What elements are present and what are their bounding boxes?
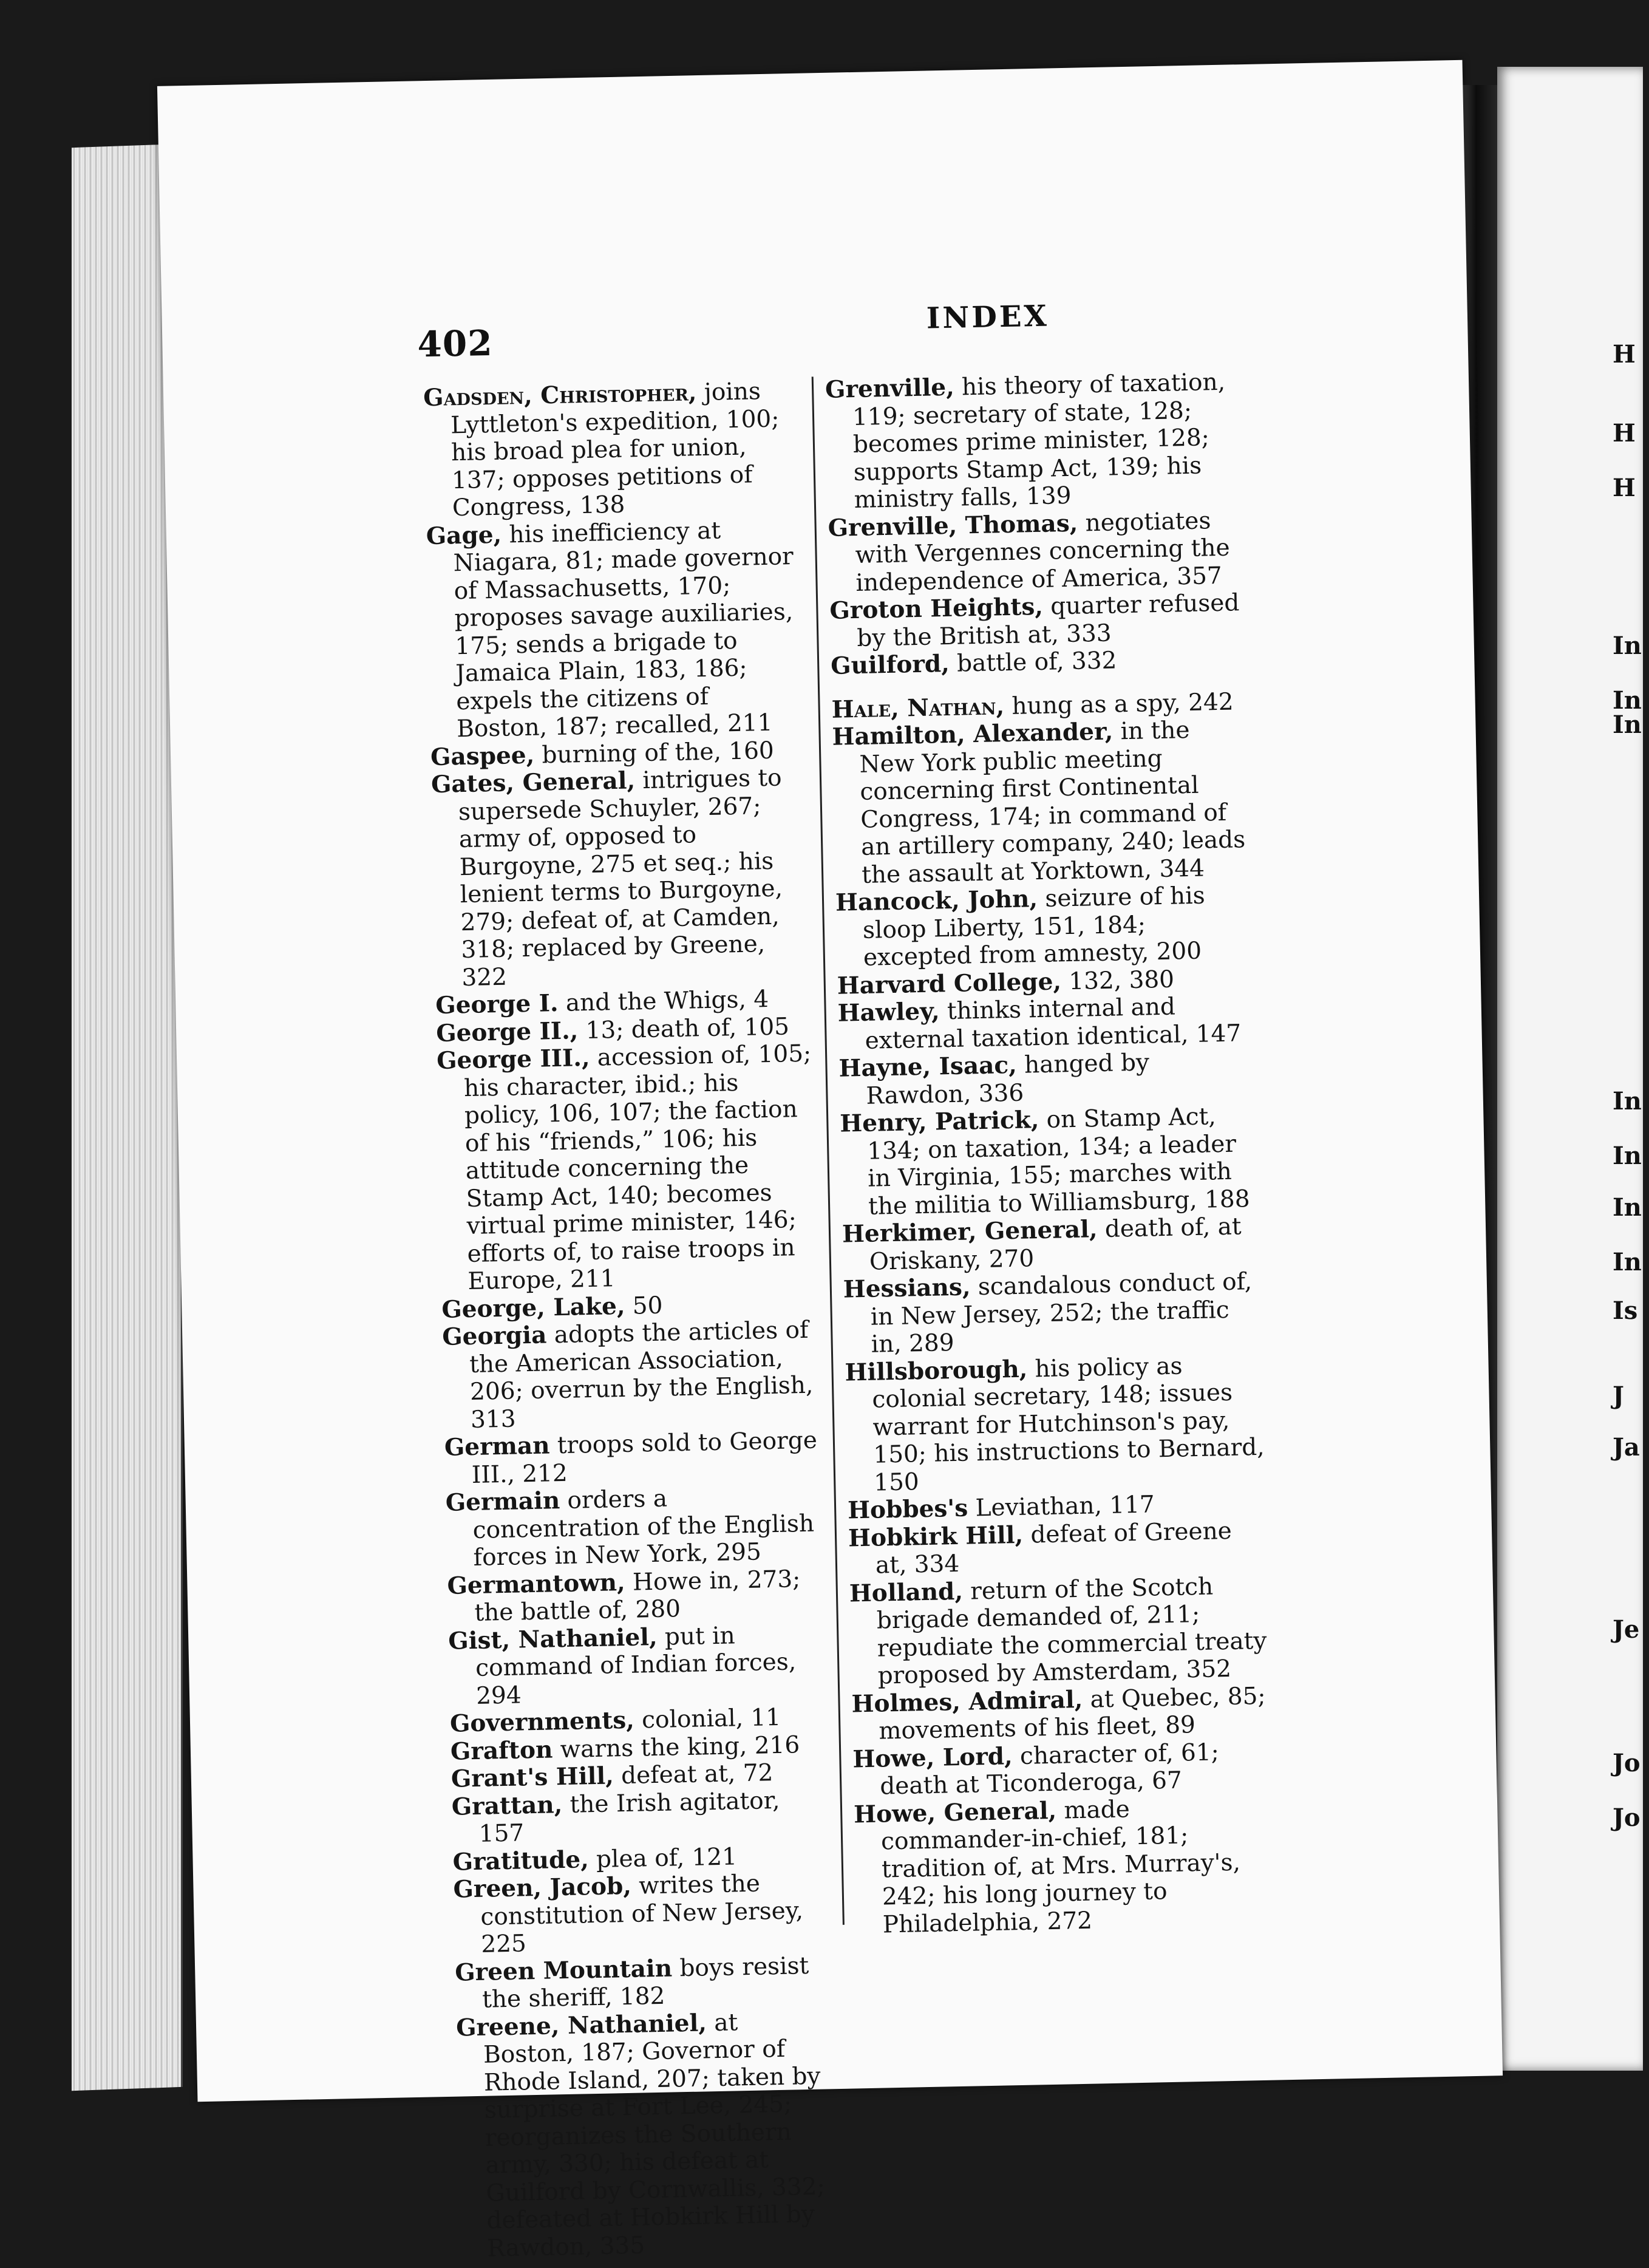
entry-heading: Hillsborough,	[845, 1355, 1028, 1387]
index-entry	[442, 1316, 821, 1434]
facing-page-letter: J	[1613, 1381, 1624, 1410]
entry-references: Leviathan, 117	[967, 1491, 1155, 1522]
entry-heading: Hamilton, Alexander,	[832, 717, 1114, 751]
entry-heading: Gates, General,	[430, 766, 636, 799]
facing-page-letter: Is	[1613, 1296, 1638, 1325]
right-column	[825, 368, 1276, 1939]
running-head: INDEX	[926, 299, 1050, 336]
entry-references: Howe in, 273; the battle of, 280	[474, 1565, 801, 1627]
entry-heading: Herkimer, General,	[841, 1215, 1098, 1248]
index-entry	[849, 1572, 1271, 1691]
index-entry	[455, 1952, 832, 2014]
entry-heading: George, Lake,	[441, 1292, 625, 1324]
entry-references: 132, 380	[1061, 965, 1175, 995]
entry-references: return of the Scotch brigade demanded of, 211; repudiate the commercial treaty proposed by Amsterdam, 352	[876, 1573, 1267, 1690]
index-entry	[447, 1565, 824, 1627]
index-entry	[423, 377, 802, 523]
facing-page-letter: Je	[1613, 1615, 1640, 1644]
facing-page-letter: In	[1613, 1193, 1642, 1222]
entry-heading: Georgia	[441, 1321, 547, 1351]
entry-references: plea of, 121	[588, 1842, 738, 1873]
entry-heading: George II.,	[435, 1016, 579, 1047]
facing-page-letter: In	[1613, 710, 1642, 739]
facing-page-letter: Jo	[1613, 1803, 1640, 1832]
entry-references: defeat at, 72	[613, 1759, 773, 1790]
entry-heading: Hancock, John,	[835, 885, 1038, 917]
entry-references: character of, 61; death at Ticonderoga, 67	[879, 1738, 1220, 1800]
index-entry	[842, 1213, 1262, 1276]
index-entry	[840, 1102, 1261, 1221]
entry-references: troops sold to George III., 212	[471, 1426, 818, 1489]
index-entry	[451, 1786, 829, 1848]
entry-references: adopts the articles of the American Association, 206; overrun by the English, 313	[469, 1316, 814, 1434]
entry-heading: Green Mountain	[454, 1954, 673, 1987]
entry-heading: Grenville, Thomas,	[828, 509, 1078, 542]
facing-page-letter: In	[1613, 686, 1642, 715]
entry-heading: Gage,	[426, 520, 502, 550]
entry-references: put in command of Indian forces, 294	[475, 1621, 797, 1710]
entry-heading: Grant's Hill,	[450, 1762, 614, 1793]
entry-heading: Hessians,	[843, 1273, 971, 1304]
entry-references: orders a concentration of the English forces in New York, 295	[472, 1485, 815, 1572]
entry-heading: Grenville,	[824, 373, 955, 404]
entry-heading: Germain	[445, 1486, 560, 1517]
index-entry	[854, 1793, 1275, 1939]
facing-page-letters	[1613, 0, 1649, 2230]
entry-heading: Hale, Nathan,	[831, 692, 1005, 724]
index-entry	[828, 506, 1248, 598]
entry-heading: George III.,	[436, 1043, 590, 1075]
entry-references: his policy as colonial secretary, 148; issues warrant for Hutchinson's pay, 150; his instructions to Bernard, 150	[872, 1352, 1265, 1497]
entry-heading: Harvard College,	[837, 967, 1062, 1000]
facing-page-letter: Ja	[1613, 1433, 1640, 1462]
facing-page-letter: In	[1613, 1248, 1642, 1276]
index-page	[157, 60, 1503, 2263]
facing-page-letter: H	[1613, 474, 1636, 502]
left-column	[423, 377, 837, 2263]
entry-heading: Guilford,	[830, 649, 950, 680]
facing-page-letter: H	[1613, 340, 1636, 369]
index-entry	[829, 589, 1250, 653]
entry-references: hanged by Rawdon, 336	[866, 1049, 1150, 1110]
entry-heading: Governments,	[449, 1706, 635, 1738]
entry-references: quarter refused by the British at, 333	[856, 589, 1240, 652]
entry-references: scandalous conduct of, in New Jersey, 252; the traffic in, 289	[870, 1268, 1253, 1358]
index-entry	[838, 1047, 1259, 1111]
entry-references: accession of, 105; his character, ibid.; his policy, 106, 107; the faction of his “friends,” 106; his attitude concerning the Stamp Act, 140; becomes virtual prime minister, 146; efforts of, to raise troops in Europe, 211	[463, 1040, 812, 1296]
index-entry	[444, 1426, 822, 1489]
page-number: 402	[416, 322, 494, 366]
entry-heading: Holland,	[849, 1577, 964, 1608]
entry-heading: Grafton	[450, 1735, 553, 1766]
entry-heading: German	[444, 1431, 550, 1462]
entry-references: defeat of Greene at, 334	[875, 1517, 1232, 1579]
entry-references: intrigues to supersede Schuyler, 267; army of, opposed to Burgoyne, 275 et seq.; his lenient terms to Burgoyne, 279; defeat of, at Camden, 318; replaced by Greene, 322	[458, 764, 783, 992]
entry-heading: Germantown,	[447, 1568, 626, 1600]
entry-heading: George I.	[435, 989, 559, 1020]
facing-page-letter: H	[1613, 419, 1636, 448]
index-entry	[848, 1516, 1268, 1580]
index-entry	[835, 881, 1256, 972]
index-entry	[852, 1737, 1273, 1801]
entry-references: joins Lyttleton's expedition, 100; his broad plea for union, 137; opposes petitions of Congress, 138	[450, 378, 780, 522]
entry-heading: Groton Heights,	[829, 592, 1044, 625]
entry-references: writes the constitution of New Jersey, 225	[480, 1870, 804, 1958]
entry-heading: Gratitude,	[452, 1845, 590, 1876]
facing-page-letter: Jo	[1613, 1749, 1640, 1777]
entry-heading: Gadsden, Christopher,	[423, 378, 697, 412]
entry-references: the Irish agitator, 157	[478, 1786, 780, 1848]
entry-heading: Holmes, Admiral,	[851, 1685, 1083, 1718]
index-entry	[845, 1350, 1266, 1497]
facing-page-letter: In	[1613, 1087, 1642, 1115]
entry-heading: Hayne, Isaac,	[838, 1051, 1018, 1083]
entry-references: seizure of his sloop Liberty, 151, 184; excepted from amnesty, 200	[862, 882, 1206, 972]
entry-references: battle of, 332	[949, 647, 1117, 678]
entry-references: boys resist the sheriff, 182	[481, 1952, 809, 2014]
entry-references: 13; death of, 105	[577, 1012, 790, 1044]
entry-heading: Greene, Nathaniel,	[455, 2008, 707, 2042]
index-entry	[453, 1868, 831, 1959]
entry-references: his inefficiency at Niagara, 81; made governor of Massachusetts, 170; proposes savage auxiliaries, 175; sends a brigade to Jamaica Plain, 183, 186; expels the citizens of Boston, 187; recalled, 211	[453, 516, 794, 743]
entry-references: hung as a spy, 242	[1004, 688, 1234, 720]
entry-references: negotiates with Vergennes concerning the independence of America, 357	[855, 506, 1231, 597]
index-entry	[456, 2007, 837, 2263]
entry-heading: Howe, Lord,	[852, 1742, 1013, 1773]
entry-references: warns the king, 216	[552, 1731, 800, 1763]
index-entry	[825, 368, 1246, 514]
entry-heading: Hobbes's	[847, 1494, 968, 1525]
index-entry	[843, 1268, 1263, 1359]
entry-references: colonial, 11	[634, 1703, 781, 1734]
entry-references: and the Whigs, 4	[558, 986, 769, 1017]
index-entry	[851, 1682, 1271, 1746]
entry-references: his theory of taxation, 119; secretary of state, 128; becomes prime minister, 128; supports Stamp Act, 139; his ministry falls, 139	[852, 368, 1226, 514]
entry-heading: Hobkirk Hill,	[848, 1521, 1024, 1553]
index-entry	[448, 1620, 826, 1711]
entry-references: 50	[624, 1292, 663, 1320]
index-entry	[445, 1482, 823, 1572]
entry-heading: Henry, Patrick,	[839, 1106, 1039, 1138]
entry-heading: Hawley,	[837, 997, 940, 1027]
entry-references: on Stamp Act, 134; on taxation, 134; a leader in Virginia, 155; marches with the militia to Williamsburg, 188	[866, 1103, 1250, 1221]
entry-references: thinks internal and external taxation identical, 147	[865, 993, 1242, 1055]
index-entry	[431, 764, 812, 992]
entry-references: death of, at Oriskany, 270	[869, 1213, 1242, 1276]
index-entry	[837, 992, 1257, 1055]
entry-references: at Boston, 187; Governor of Rhode Island, 207; taken by surprise at Fort Lee, 245; reorganizes the Southern army, 330; his defeat at Guilford by Cornwallis, 332; defeated at Hobkirk Hill by Rawdon, 335	[483, 2008, 826, 2263]
entry-heading: Grattan,	[451, 1790, 563, 1821]
index-entry	[426, 515, 806, 743]
entry-references: at Quebec, 85; movements of his fleet, 89	[879, 1682, 1266, 1745]
entry-heading: Gist, Nathaniel,	[447, 1623, 658, 1655]
entry-heading: Howe, General,	[853, 1796, 1057, 1828]
entry-heading: Gaspee,	[430, 741, 535, 771]
entry-references: made commander-in-chief, 181; tradition of, at Mrs. Murray's, 242; his long journey to Philadelphia, 272	[880, 1795, 1241, 1939]
entry-references: burning of the, 160	[534, 737, 775, 769]
index-entry	[437, 1040, 818, 1296]
index-entry	[832, 715, 1254, 890]
facing-page-letter: In	[1613, 1142, 1642, 1170]
entry-references: in the New York public meeting concerning first Continental Congress, 174; in command of an artillery company, 240; leads the assault at Yorktown, 344	[859, 716, 1246, 889]
facing-page-letter: In	[1613, 632, 1642, 660]
entry-heading: Green, Jacob,	[453, 1871, 632, 1904]
